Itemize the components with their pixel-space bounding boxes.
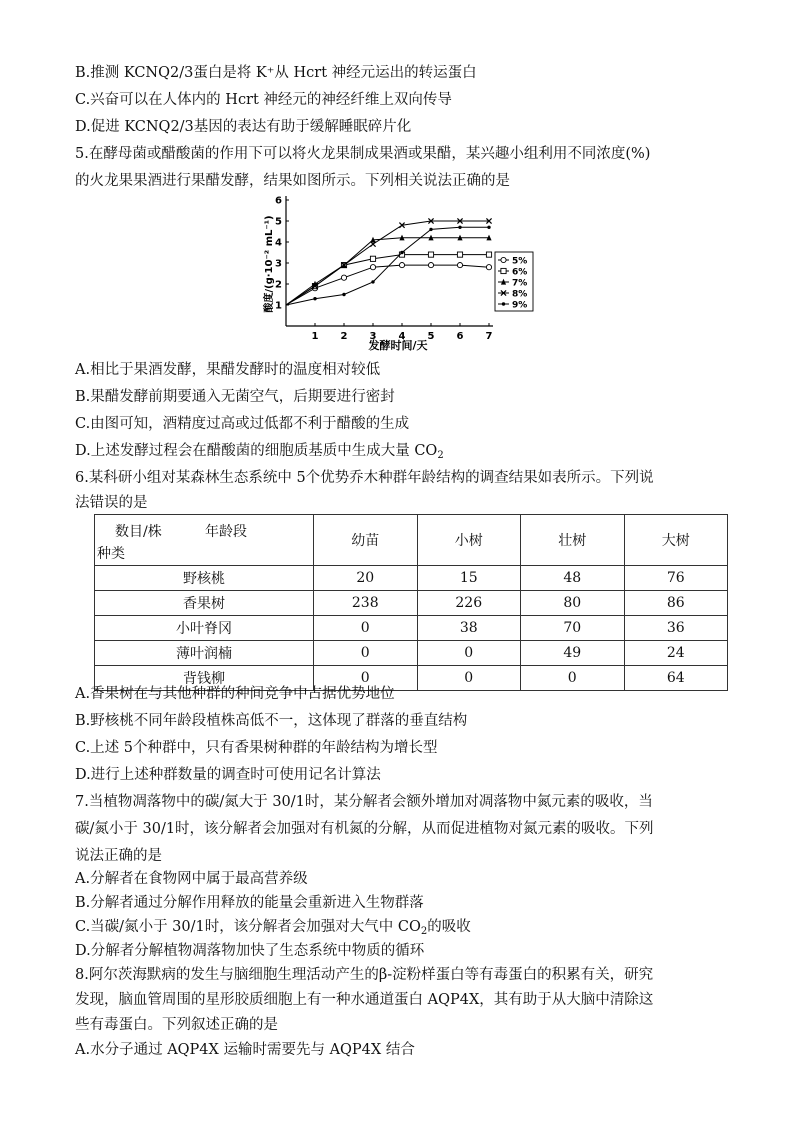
q8-option-a: A.水分子通过 AQP4X 运输时需要先与 AQP4X 结合 [75,1042,415,1058]
chart-y-label: 酸度/(g·10⁻² mL⁻¹) [264,215,275,313]
table-cell: 20 [314,566,418,591]
q7-stem-line-2: 碳/氮小于 30/1时，该分解者会加强对有机氮的分解，从而促进植物对氮元素的吸收。下列 [75,821,654,837]
table-diagonal-header [95,515,314,566]
table-cell: 38 [417,616,521,641]
legend-label: 8% [512,289,528,300]
species-name: 小叶脊冈 [95,616,314,641]
col-header-large: 大树 [624,515,728,566]
legend-label: 5% [512,256,528,267]
legend-label: 7% [512,278,528,289]
q8-stem-line-3: 些有毒蛋白。下列叙述正确的是 [75,1017,278,1033]
data-point [400,251,403,254]
legend-label: 6% [512,267,528,278]
table-cell: 238 [314,591,418,616]
q8-stem-line-1: 8.阿尔茨海默病的发生与脑细胞生理活动产生的β-淀粉样蛋白等有毒蛋白的积累有关，研究 [75,967,654,983]
data-point [487,226,490,229]
table-cell: 15 [417,566,521,591]
q7-option-d: D.分解者分解植物凋落物加快了生态系统中物质的循环 [75,943,425,959]
data-point [371,280,374,283]
legend-marker [501,257,506,262]
q6-option-a: A.香果树在与其他种群的种间竞争中占据优势地位 [75,686,395,702]
x-tick-label: 1 [311,331,319,342]
legend-label: 9% [512,300,528,311]
legend-marker [501,268,506,273]
table-cell: 226 [417,591,521,616]
x-tick-label: 6 [456,331,464,342]
q7-stem-line-3: 说法正确的是 [75,848,162,864]
chart-x-label: 发酵时间/天 [368,339,428,352]
q6-option-b: B.野核桃不同年龄段植株高低不一，这体现了群落的垂直结构 [75,713,468,729]
q4-option-b: B.推测 KCNQ2/3蛋白是将 K⁺从 Hcrt 神经元运出的转运蛋白 [75,65,477,81]
y-tick-label: 4 [275,237,282,249]
table-cell: 36 [624,616,728,641]
age-structure-table [94,514,728,691]
q6-option-c: C.上述 5个种群中，只有香果树种群的年龄结构为增长型 [75,740,438,756]
x-tick-label: 7 [485,331,493,342]
x-tick-label: 2 [340,331,348,342]
acidity-line-chart [258,192,548,354]
data-point [341,275,346,280]
table-cell: 0 [417,641,521,666]
data-point [486,265,491,270]
table-cell: 64 [624,666,728,691]
table-cell: 24 [624,641,728,666]
q5-option-d: D.上述发酵过程会在醋酸菌的细胞质基质中生成大量 $CO_2$ [75,443,444,461]
species-name: 野核桃 [95,566,314,591]
col-header-seedling: 幼苗 [314,515,418,566]
q5-stem-line-2: 的火龙果果酒进行果醋发酵，结果如图所示。下列相关说法正确的是 [75,173,510,189]
series-6% [286,252,492,305]
series-7% [286,235,492,305]
q6-option-d: D.进行上述种群数量的调查时可使用记名计算法 [75,767,381,783]
q7-option-a: A.分解者在食物网中属于最高营养级 [75,871,308,887]
q4-option-c: C.兴奋可以在人体内的 Hcrt 神经元的神经纤维上双向传导 [75,92,452,108]
q5-option-a: A.相比于果酒发酵，果醋发酵时的温度相对较低 [75,362,381,378]
x-tick-label: 3 [369,331,377,342]
table-header-row [95,515,728,566]
legend-marker [502,302,505,305]
q7-option-c: C.当碳/氮小于 30/1时，该分解者会加强对大气中 $CO_2$的吸收 [75,919,471,937]
y-tick-label: 3 [275,258,282,270]
table-row [95,616,728,641]
data-point [342,293,345,296]
table-cell: 0 [417,666,521,691]
data-point [428,263,433,268]
data-point [428,252,433,257]
table-cell: 80 [521,591,625,616]
series-8% [286,218,492,305]
table-cell: 76 [624,566,728,591]
q8-stem-line-2: 发现，脑血管周围的星形胶质细胞上有一种水通道蛋白 AQP4X，其有助于从大脑中清除这 [75,992,654,1008]
data-point [486,252,491,257]
table-row [95,641,728,666]
data-point [370,265,375,270]
species-name: 香果树 [95,591,314,616]
data-point [313,297,316,300]
col-header-sapling: 小树 [417,515,521,566]
species-name: 薄叶润楠 [95,641,314,666]
chart-axes [275,196,493,343]
table-cell: 0 [314,666,418,691]
q6-stem-line-2: 法错误的是 [75,495,148,511]
data-point [429,228,432,231]
data-point [457,263,462,268]
chart-legend [495,252,533,311]
data-point [457,252,462,257]
q6-stem-line-1: 6.某科研小组对某森林生态系统中 5个优势乔木种群年龄结构的调查结果如表所示。下列说 [75,470,654,486]
table-cell: 49 [521,641,625,666]
chart-series [286,218,492,305]
q7-stem-line-1: 7.当植物凋落物中的碳/氮大于 30/1时，某分解者会额外增加对凋落物中氮元素的吸收，当 [75,794,653,810]
table-cell: 70 [521,616,625,641]
header-count-label: 数目/株 [115,524,162,540]
table-row [95,591,728,616]
table-cell: 48 [521,566,625,591]
y-tick-label: 5 [275,216,282,228]
table-cell: 0 [314,641,418,666]
y-tick-label: 1 [275,300,282,312]
header-species-label: 种类 [97,546,125,562]
series-line [286,238,489,305]
table-cell: 0 [314,616,418,641]
species-name: 背钱柳 [95,666,314,691]
q7-option-b: B.分解者通过分解作用释放的能量会重新进入生物群落 [75,895,424,911]
header-stage-label: 年龄段 [205,524,247,540]
q5-stem-line-1: 5.在酵母菌或醋酸菌的作用下可以将火龙果制成果酒或果醋，某兴趣小组利用不同浓度(%) [75,146,651,162]
col-header-mature: 壮树 [521,515,625,566]
x-tick-label: 5 [427,331,435,342]
y-tick-label: 6 [275,195,282,207]
table-row [95,566,728,591]
data-point [458,226,461,229]
data-point [399,263,404,268]
data-point [370,256,375,261]
q5-option-c: C.由图可知，酒精度过高或过低都不利于醋酸的生成 [75,416,410,432]
table-cell: 86 [624,591,728,616]
table-cell: 0 [521,666,625,691]
q4-option-d: D.促进 KCNQ2/3基因的表达有助于缓解睡眠碎片化 [75,119,412,135]
x-tick-label: 4 [398,331,406,342]
series-line [286,255,489,305]
q5-option-b: B.果醋发酵前期要通入无菌空气，后期要进行密封 [75,389,395,405]
y-tick-label: 2 [275,279,282,291]
